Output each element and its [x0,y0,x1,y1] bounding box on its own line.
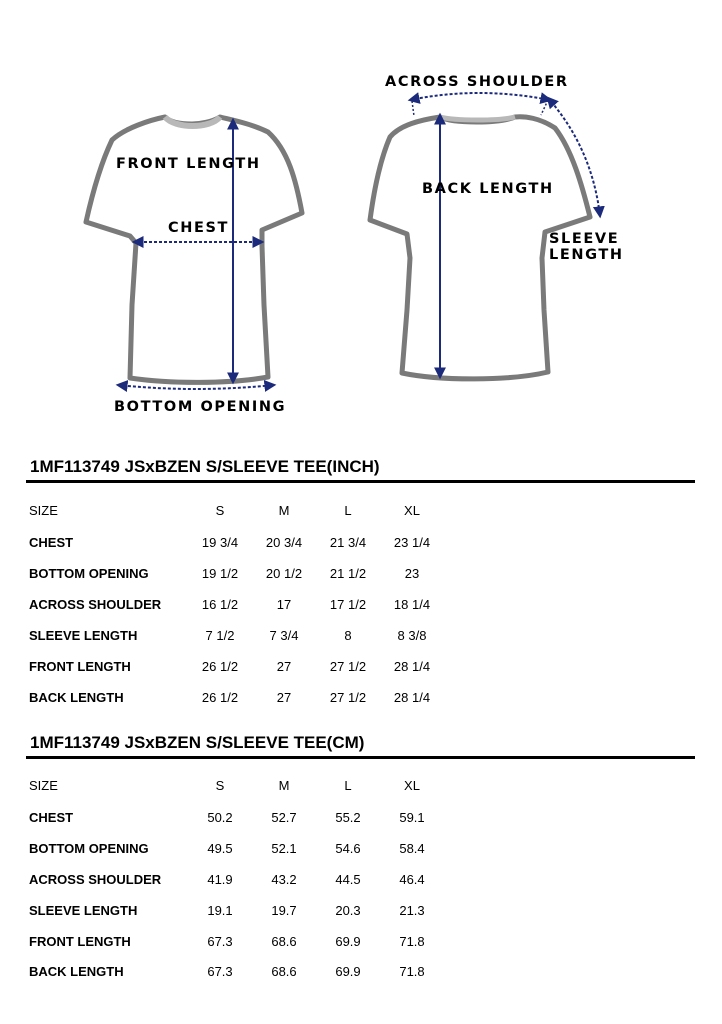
cell: 27 [276,659,292,674]
cell: 17 1/2 [329,597,367,612]
chest-label: CHEST [168,220,230,236]
cell: 19 3/4 [201,535,239,550]
cell: 55.2 [335,810,361,825]
table-row [0,659,722,679]
sleeve-label: SLEEVE [549,231,620,247]
cell: 28 1/4 [393,690,431,705]
cell: 17 [276,597,292,612]
cell: 20 1/2 [265,566,303,581]
cell: 21 1/2 [329,566,367,581]
cell: 46.4 [399,872,425,887]
cell: 28 1/4 [393,659,431,674]
cell: 43.2 [271,872,297,887]
back-length-label: BACK LENGTH [422,181,554,197]
cell: 23 [404,566,420,581]
cell: 50.2 [207,810,233,825]
table-row [0,872,722,892]
table-row [0,628,722,648]
cell: 67.3 [207,934,233,949]
cell: 19 1/2 [201,566,239,581]
cell: 44.5 [335,872,361,887]
cm-table-title: 1MF113749 JSxBZEN S/SLEEVE TEE(CM) [30,733,365,752]
across-shoulder-label: ACROSS SHOULDER [385,74,569,90]
table-row [0,597,722,617]
cell: 7 3/4 [269,628,299,643]
inch-table-title: 1MF113749 JSxBZEN S/SLEEVE TEE(INCH) [30,457,380,476]
table-row [0,934,722,954]
measurement-diagram [0,0,722,430]
table-row [0,810,722,830]
cell: 68.6 [271,964,297,979]
cell: 21 3/4 [329,535,367,550]
cell: 71.8 [399,934,425,949]
size-xl: XL [404,503,420,518]
row-label: FRONT LENGTH [29,659,131,674]
cell: 54.6 [335,841,361,856]
cell: 19.7 [271,903,297,918]
table-row [0,535,722,555]
table-row [0,964,722,984]
row-label: CHEST [29,810,74,825]
cell: 27 [276,690,292,705]
row-label: SLEEVE LENGTH [29,903,138,918]
cell: 20.3 [335,903,361,918]
row-label: CHEST [29,535,74,550]
cell: 69.9 [335,964,361,979]
row-label: BOTTOM OPENING [29,566,149,581]
bottom-opening-arrow [118,385,274,389]
size-l: L [344,778,352,793]
size-s: S [215,778,225,793]
size-s: S [215,503,225,518]
cell: 69.9 [335,934,361,949]
cell: 23 1/4 [393,535,431,550]
table-row [0,903,722,923]
size-l: L [344,503,352,518]
cell: 59.1 [399,810,425,825]
cell: 52.1 [271,841,297,856]
cell: 27 1/2 [329,659,367,674]
row-label: BACK LENGTH [29,690,124,705]
cell: 18 1/4 [393,597,431,612]
row-label: ACROSS SHOULDER [29,872,162,887]
row-label: BACK LENGTH [29,964,124,979]
cm-table-rule [26,756,695,759]
size-m: M [278,503,290,518]
size-header: SIZE [29,503,58,518]
across-shoulder-arrow [410,93,550,100]
size-header: SIZE [29,778,58,793]
row-label: FRONT LENGTH [29,934,131,949]
row-label: BOTTOM OPENING [29,841,149,856]
inch-table-rule [26,480,695,483]
cell: 27 1/2 [329,690,367,705]
cell: 19.1 [207,903,233,918]
front-length-label: FRONT LENGTH [116,156,261,172]
cell: 7 1/2 [205,628,235,643]
cell: 8 [344,628,352,643]
length-label: LENGTH [549,247,624,263]
inch-header-row [0,503,722,523]
cm-header-row [0,778,722,798]
table-row [0,690,722,710]
cell: 16 1/2 [201,597,239,612]
cell: 21.3 [399,903,425,918]
cell: 8 3/8 [397,628,427,643]
cell: 58.4 [399,841,425,856]
cell: 26 1/2 [201,659,239,674]
back-collar [440,117,515,120]
row-label: ACROSS SHOULDER [29,597,162,612]
cell: 20 3/4 [265,535,303,550]
size-m: M [278,778,290,793]
table-row [0,566,722,586]
cell: 52.7 [271,810,297,825]
cell: 26 1/2 [201,690,239,705]
table-row [0,841,722,861]
size-xl: XL [404,778,420,793]
cell: 41.9 [207,872,233,887]
cell: 71.8 [399,964,425,979]
row-label: SLEEVE LENGTH [29,628,138,643]
cell: 68.6 [271,934,297,949]
bottom-opening-label: BOTTOM OPENING [114,399,287,415]
cell: 49.5 [207,841,233,856]
cell: 67.3 [207,964,233,979]
